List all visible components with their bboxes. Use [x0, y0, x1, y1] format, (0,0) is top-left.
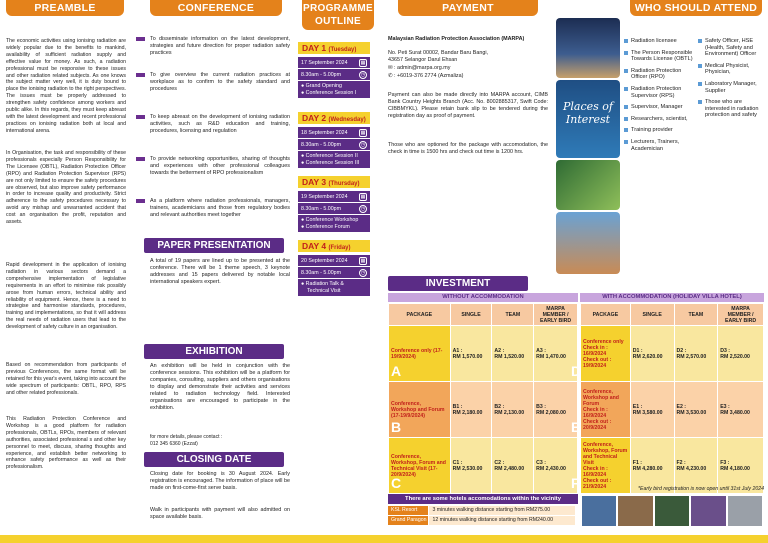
attend-list-left	[624, 38, 696, 157]
package-co: Check out : 21/9/2024	[583, 477, 612, 490]
payment-address-2: 43657 Selangor Darul Ehsan	[388, 57, 458, 63]
day-1-date-row	[298, 57, 370, 69]
price-code: D2 :	[676, 347, 687, 354]
package-row	[581, 326, 764, 382]
price-code: A1 :	[452, 347, 463, 354]
investment-title: INVESTMENT	[388, 276, 528, 291]
day-1-session-1: ● Grand Opening	[301, 83, 342, 89]
bullet-square-icon	[624, 117, 628, 121]
day-1-session-2-label: Conference Session I	[305, 89, 357, 96]
phone-icon: ✆	[388, 73, 393, 79]
attend-item	[624, 139, 696, 152]
payment-email[interactable]: : admin@marpa.org.my	[394, 65, 451, 71]
day-2-name: DAY 2	[302, 113, 327, 123]
preamble-paragraph-3: Rapid development in the application of ionising radiation in various sectors demand a comprehensive implementation of legislative requirements in an effort to minimise risk possibly arose from human errors, technical ability and reliability of equipment. Hence, there is a need to strategise and harmonise standards, procedures, training and implementations, so that it will address the real needs of radiation users that lead to the development of safety culture in an organisation.	[6, 262, 126, 331]
col-member: MARPA MEMBER / EARLY BIRD	[718, 304, 764, 326]
hotel-photo	[582, 496, 616, 526]
package-pkg: Conference only	[583, 338, 624, 345]
price-amount: RM 4,180.00	[720, 465, 750, 472]
price-code: D1 :	[632, 347, 643, 354]
package-letter: C	[391, 475, 402, 491]
bullet-square-icon	[698, 100, 702, 104]
payment-org: Malaysian Radiation Protection Association (MARPA)	[388, 36, 525, 42]
calendar-icon: ▦	[360, 194, 366, 200]
price-cell	[492, 438, 534, 494]
hotel-1-name: KSL Resort	[388, 506, 428, 515]
day-4-date-row	[298, 255, 370, 267]
day-4-session-1-label: Radiation Talk &	[305, 281, 344, 287]
day-2-session-1: ● Conference Session II	[301, 153, 358, 159]
price-code: A3 :	[536, 347, 546, 354]
attend-item-label: Those who are interested in radiation protection and safety	[705, 99, 759, 119]
attend-item	[624, 68, 696, 81]
attend-item-label: The Person Responsible Towards License (OBTL)	[631, 49, 693, 63]
places-collage	[556, 18, 620, 276]
day-1-session-1-label: Grand Opening	[305, 83, 342, 89]
package-letter: F	[571, 475, 580, 491]
price-code: C1 :	[452, 459, 463, 466]
day-3-session-2: ● Conference Forum	[301, 223, 350, 230]
package-letter: B	[391, 419, 402, 435]
package-row	[581, 382, 764, 438]
package-row	[389, 326, 578, 382]
calendar-icon: ▦	[360, 60, 366, 66]
day-1-session-2: ● Conference Session I	[301, 89, 357, 96]
day-3-sessions	[298, 215, 370, 232]
day-3-date: 19 September 2024	[301, 194, 348, 200]
programme-column	[298, 0, 378, 543]
day-1-label	[298, 42, 370, 54]
garden-photo	[556, 160, 620, 210]
paper-text: A total of 19 papers are lined up to be presented at the conference. There will be 1 theme speech, 3 keynote addresses and 15 papers delivered by notable local international speakers expert.	[150, 258, 290, 285]
attend-item	[698, 99, 766, 119]
day-2-time-row	[298, 139, 370, 151]
preamble-column	[0, 0, 130, 543]
price-code: F2 :	[676, 459, 686, 466]
city-photo	[556, 212, 620, 274]
col-team: TEAM	[492, 304, 534, 326]
hotel-photo	[691, 496, 725, 526]
objective-column	[130, 0, 296, 543]
clock-icon: ◷	[360, 206, 366, 212]
price-code: A2 :	[494, 347, 505, 354]
attend-item	[698, 63, 766, 76]
attend-title: WHO SHOULD ATTEND	[630, 0, 762, 16]
hotel-photo	[618, 496, 652, 526]
day-3-box	[298, 191, 370, 232]
price-cell	[674, 326, 718, 382]
attend-item-label: Lecturers, Trainers, Academician	[631, 138, 680, 152]
day-3-time-row	[298, 203, 370, 215]
day-2-date-row	[298, 127, 370, 139]
col-team: TEAM	[674, 304, 718, 326]
day-2-dow: (Wednesday)	[328, 117, 366, 123]
col-single: SINGLE	[630, 304, 674, 326]
day-4-sessions	[298, 279, 370, 296]
hotel-photo	[728, 496, 762, 526]
bullet-square-icon	[624, 51, 628, 55]
preamble-title: PREAMBLE	[6, 0, 124, 16]
attend-item-label: Radiation Protection Supervisor (RPS)	[631, 85, 682, 99]
package-name: Conference, Workshop, Forum and Technical Visit (17-20/9/2024)	[391, 453, 446, 478]
attend-item-label: Radiation licensee	[631, 38, 677, 44]
price-amount: RM 2,530.00	[452, 465, 483, 472]
hotel-row-1	[388, 506, 578, 515]
attend-item	[624, 38, 696, 45]
price-amount: RM 1,570.00	[452, 353, 483, 360]
payment-address-1: No. Peti Surat 00002, Bandar Baru Bangi,	[388, 50, 489, 56]
attend-item-label: Radiation Protection Officer (RPO)	[631, 67, 682, 81]
package-ci: Check in : 16/9/2024	[583, 344, 608, 357]
attend-item-label: Laboratory Manager, Supplier	[705, 80, 757, 94]
price-amount: RM 2,620.00	[632, 353, 663, 360]
objective-bullet-4	[136, 157, 145, 161]
day-3-date-row	[298, 191, 370, 203]
day-1-time: 8.30am - 5.00pm	[301, 72, 342, 78]
attend-item-label: Supervisor, Manager	[631, 104, 683, 111]
hotel-row-2	[388, 516, 578, 525]
price-amount: RM 1,470.00	[536, 353, 566, 360]
day-1-date: 17 September 2024	[301, 60, 348, 66]
day-2-box	[298, 127, 370, 168]
day-4-name: DAY 4	[302, 241, 327, 251]
bullet-square-icon	[624, 87, 628, 91]
price-code: E1 :	[632, 403, 643, 410]
package-row	[389, 438, 578, 494]
payment-column	[384, 0, 554, 275]
attend-item	[624, 104, 696, 111]
clock-icon: ◷	[360, 142, 366, 148]
without-accommodation-header: WITHOUT ACCOMMODATION	[388, 293, 578, 302]
payment-email-row	[388, 65, 550, 72]
package-co: Check out : 19/9/2024	[583, 356, 612, 369]
price-code: E2 :	[676, 403, 687, 410]
calendar-icon: ▦	[360, 130, 366, 136]
attend-item-label: Medical Physicist, Physician,	[705, 62, 750, 76]
objective-item-2: To give overview the current radiation practices at workplace as to confirm to the safety standard and procedures	[150, 72, 290, 92]
day-4-time-row	[298, 267, 370, 279]
price-code: F3 :	[720, 459, 730, 466]
attend-item-label: Training provider	[631, 127, 673, 134]
day-4-session-2	[301, 288, 367, 295]
day-4-label	[298, 240, 370, 252]
package-co: Check out : 20/9/2024	[583, 418, 612, 431]
package-letter: A	[391, 363, 402, 379]
attend-item	[624, 86, 696, 99]
price-amount: RM 3,580.00	[632, 409, 663, 416]
attend-item-label: Researchers, scientist,	[631, 115, 688, 122]
bullet-square-icon	[698, 39, 702, 43]
price-cell	[718, 326, 764, 382]
package-cell	[571, 382, 631, 438]
day-3-dow: (Thursday)	[328, 181, 360, 187]
package-letter: D	[571, 363, 582, 379]
day-4-date: 20 September 2024	[301, 258, 348, 264]
objective-bullet-1	[136, 37, 145, 41]
objective-item-5: As a platform where radiation professionals, managers, trainers, academicians and those from regulatory bodies and relevant authorities meet together	[150, 198, 290, 218]
objective-item-4: To provide networking opportunities, sharing of thoughts and experiences with other professional colleagues towards the betterment of RPO professionalism	[150, 156, 290, 176]
exhibition-contact-phone: 012 345 6360 (Ezzat)	[150, 441, 198, 447]
price-amount: RM 4,230.00	[676, 465, 707, 472]
col-member: MARPA MEMBER / EARLY BIRD	[534, 304, 578, 326]
day-2-label	[298, 112, 370, 124]
price-amount: RM 2,570.00	[676, 353, 707, 360]
day-1-dow: (Tuesday)	[328, 47, 357, 53]
bullet-square-icon	[624, 128, 628, 132]
preamble-paragraph-1: The economic activities using ionising radiation are widely popular due to the benefits to mankind, availability of sufficient radiation supply and effective value for money. As such, a radiation professional must be responsive to these issues and other radiation related subjects. As one knows the subject matter very well, it is duty bound to place the ionising radiation to the right perspectives. The issues must be properly addressed to strengthen safety confidence among workers and public alike. In this regards, they must keep abreast with the latest development and recent professional practices on ionising radiation both at local and international arena.	[6, 38, 126, 134]
package-cell	[389, 326, 451, 382]
package-ci: Check in : 16/9/2024	[583, 406, 608, 419]
objective-bullet-3	[136, 115, 145, 119]
hotel-photos	[582, 496, 762, 526]
hotel-photo	[655, 496, 689, 526]
bullet-square-icon	[624, 39, 628, 43]
hotel-2-name: Grand Paragon	[388, 516, 428, 525]
objective-title: CONFERENCE OBJECTIVE	[150, 0, 282, 16]
objective-bullet-5	[136, 199, 145, 203]
investment-section	[384, 276, 768, 543]
price-cell	[630, 382, 674, 438]
attend-list-right	[698, 38, 766, 124]
objective-item-1: To disseminate information on the latest development, strategies and future direction for proper radiation safety practices	[150, 36, 290, 56]
day-1-box	[298, 57, 370, 98]
hotel-2-desc: 12 minutes walking distance starting from RM240.00	[429, 516, 575, 525]
price-amount: RM 2,520.00	[720, 353, 750, 360]
attend-item	[624, 116, 696, 123]
exhibition-text: An exhibition will be held in conjunction with the conference sessions. This exhibition will be a platform for companies, consulting, suppliers and others organisations to display and demonstrate their activities and services related to radiation technology field. Interested organisations are encouraged to participate in the exhibition.	[150, 363, 290, 411]
payment-bank-text: Payment can also be made directly into MARPA account, CIMB Bank Country Heights Branch (Acc. No. 8002885317, Swift Code: CIBBMYKL). Please retain bank slip to be tendered during the registration day as proof of payment.	[388, 92, 548, 119]
day-3-label	[298, 176, 370, 188]
price-cell	[492, 326, 534, 382]
attend-item	[698, 81, 766, 94]
package-cell	[571, 326, 631, 382]
price-cell	[630, 326, 674, 382]
hotel-1-desc: 3 minutes walking distance starting from RM275.00	[429, 506, 575, 515]
package-name: Conference, Workshop and Forum (17-19/9/2024)	[391, 400, 445, 419]
package-pkg: Conference, Workshop and Forum	[583, 388, 619, 407]
attend-item	[624, 127, 696, 134]
payment-phone: : +6019-376 2774 (Azmaliza)	[394, 73, 464, 79]
day-3-session-2-label: Conference Forum	[305, 223, 350, 230]
hotels-title: There are some hotels accomodations within the vicinity	[388, 494, 578, 504]
day-4-dow: (Friday)	[328, 245, 351, 251]
package-name: Conference only (17-19/9/2024)	[391, 347, 443, 360]
price-amount: RM 4,280.00	[632, 465, 663, 472]
package-pkg: Conference, Workshop, Forum and Technical Visit	[583, 441, 628, 466]
day-1-sessions	[298, 81, 370, 98]
package-cell	[389, 382, 451, 438]
programme-title: PROGRAMME OUTLINE	[302, 0, 374, 30]
col-package: PACKAGE	[389, 304, 451, 326]
day-2-session-2: ● Conference Session III	[301, 159, 360, 166]
package-letter: E	[571, 419, 581, 435]
day-4-session-2-label: Technical Visit	[307, 287, 341, 294]
with-accommodation-header: WITH ACCOMMODATION (HOLIDAY VILLA HOTEL)	[580, 293, 764, 302]
price-amount: RM 2,480.00	[494, 465, 525, 472]
clock-icon: ◷	[360, 72, 366, 78]
price-code: B3 :	[536, 403, 546, 410]
places-of-interest-label: Places of Interest	[563, 100, 613, 126]
preamble-paragraph-5: This Radiation Protection Conference and Workshop is a good platform for radiation professionals, OBTLs, RPOs, members of relevant authorities, associated professional s and other key personnel to meet, discuss, sharing thoughts and experience, and establish better networking to enhance safety performance as well as their professionalism.	[6, 416, 126, 471]
day-3-session-1: ● Conference Workshop	[301, 217, 359, 223]
exhibition-contact-label: for more details, please contact :	[150, 434, 223, 440]
price-cell	[450, 382, 492, 438]
price-code: B2 :	[494, 403, 505, 410]
day-1-name: DAY 1	[302, 43, 327, 53]
price-amount: RM 2,180.00	[452, 409, 483, 416]
price-code: C3 :	[536, 459, 546, 466]
price-cell	[450, 438, 492, 494]
day-2-time: 8.30am - 5.00pm	[301, 142, 342, 148]
day-2-session-2-label: Conference Session III	[305, 159, 360, 166]
preamble-paragraph-4: Based on recommendation from participants of previous Conferences, the same format will be retained for this year's event, taking into account the wide spectrum of participants: OBTL, RPO, RPS and other related professionals.	[6, 362, 126, 396]
price-amount: RM 1,520.00	[494, 353, 525, 360]
paper-title: PAPER PRESENTATION	[144, 238, 284, 253]
day-4-session-1: ● Radiation Talk &	[301, 281, 344, 287]
day-3-session-1-label: Conference Workshop	[305, 217, 359, 223]
day-2-sessions	[298, 151, 370, 168]
exhibition-title: EXHIBITION	[144, 344, 284, 359]
price-amount: RM 2,130.00	[494, 409, 525, 416]
investment-table-with	[571, 303, 764, 494]
package-cell	[389, 438, 451, 494]
closing-title: CLOSING DATE	[144, 452, 284, 467]
price-amount: RM 3,480.00	[720, 409, 750, 416]
clock-icon: ◷	[360, 270, 366, 276]
early-bird-note: *Early bird registration is now open until 31st July 2024	[637, 486, 764, 492]
price-cell	[492, 382, 534, 438]
tower-photo	[556, 18, 620, 78]
col-package: PACKAGE	[581, 304, 631, 326]
objective-bullet-2	[136, 73, 145, 77]
bottom-border	[0, 535, 768, 543]
preamble-paragraph-2: In Organisation, the task and responsibility of these professionals especially Person Responsibility for The Licensee (OBTL), Radiation Protection Officer (RPO) and Radiation Protection Supervisor (RPS) are not only limited to ensure the safety procedures are observed, but also improve safety performance in order to increase quality and productivity. Strict adherence to the safety procedures necessary to avoid any mishap and unwarranted accident that cost an organisation the profit, reputation and assets.	[6, 150, 126, 226]
day-4-time: 8.30am - 5.00pm	[301, 270, 342, 276]
price-code: D3 :	[720, 347, 731, 354]
closing-text-2: Walk in participants with payment will also admitted on space available basis.	[150, 507, 290, 520]
closing-text-1: Closing date for booking is 30 August 2024. Early registration is encouraged. The information of place will be made on first-come-first serve basis.	[150, 471, 290, 491]
price-cell	[718, 382, 764, 438]
col-single: SINGLE	[450, 304, 492, 326]
bullet-square-icon	[624, 105, 628, 109]
email-icon: ✉	[388, 65, 393, 71]
day-4-box	[298, 255, 370, 296]
price-code: E3 :	[720, 403, 730, 410]
payment-phone-row	[388, 73, 550, 80]
payment-title: PAYMENT	[398, 0, 538, 16]
price-cell	[674, 382, 718, 438]
price-amount: RM 2,430.00	[536, 465, 566, 472]
investment-table-without	[388, 303, 581, 494]
price-cell	[450, 326, 492, 382]
payment-checkin-text: Those who are optioned for the package with accomodation, the check in time is 1500 hrs and check out time is 1200 hrs.	[388, 142, 548, 155]
attend-column	[624, 0, 768, 275]
package-ci: Check in : 16/9/2024	[583, 465, 608, 478]
price-amount: RM 3,530.00	[676, 409, 707, 416]
attend-item-label: Safety Officer, HSE (Health, Safety and Environment) Officer	[705, 38, 757, 58]
price-code: F1 :	[632, 459, 643, 466]
package-row	[389, 382, 578, 438]
bullet-square-icon	[698, 64, 702, 68]
objective-item-3: To keep abreast on the development of ionising radiation activities, such as R&D education and training, procedures, licensing and regulation	[150, 114, 290, 134]
bullet-square-icon	[698, 82, 702, 86]
day-2-session-1-label: Conference Session II	[305, 153, 358, 159]
day-1-time-row	[298, 69, 370, 81]
day-3-name: DAY 3	[302, 177, 327, 187]
bullet-square-icon	[624, 69, 628, 73]
day-3-time: 8.30am - 5.00pm	[301, 206, 342, 212]
price-code: C2 :	[494, 459, 505, 466]
day-2-date: 18 September 2024	[301, 130, 348, 136]
attend-item	[698, 38, 766, 58]
price-amount: RM 2,080.00	[536, 409, 566, 416]
calendar-icon: ▦	[360, 258, 366, 264]
attend-item	[624, 50, 696, 63]
price-code: B1 :	[452, 403, 463, 410]
bullet-square-icon	[624, 140, 628, 144]
